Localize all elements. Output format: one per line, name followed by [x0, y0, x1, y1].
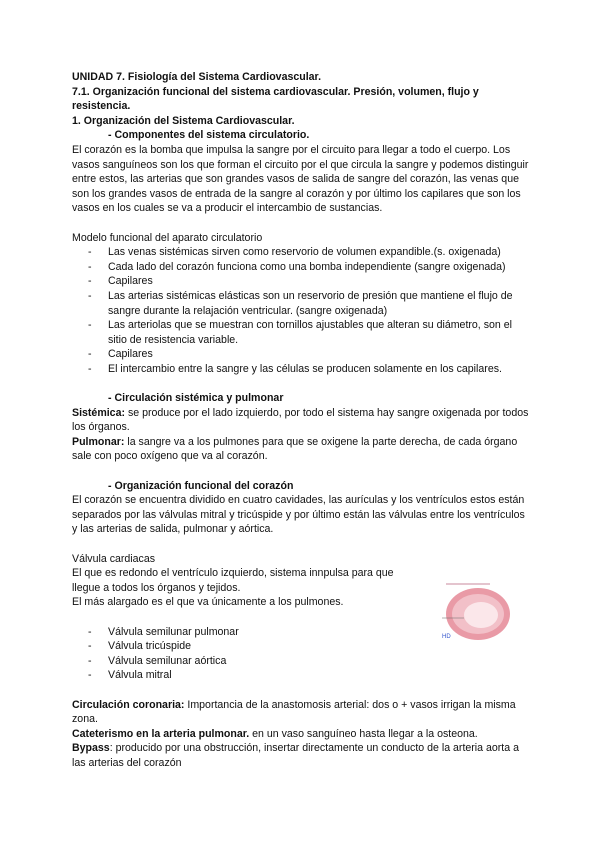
list-item: - Cada lado del corazón funciona como una bomba independiente (sangre oxigenada)	[72, 260, 532, 275]
components-heading: - Componentes del sistema circulatorio.	[108, 129, 310, 142]
systemic-text: se produce por el lado izquierdo, por todo el sistema hay sangre oxigenada por todos los órganos.	[72, 406, 529, 434]
coronary-text: Importancia de la anastomosis arterial: dos o + vasos irrigan la misma zona.	[72, 698, 516, 726]
valve-paragraph-2: El más alargado es el que va únicamente a los pulmones.	[72, 596, 344, 609]
section-heading: 1. Organización del Sistema Cardiovascular.	[72, 114, 295, 127]
heart-organization-paragraph: El corazón se encuentra dividido en cuatro cavidades, las aurículas y los ventrículos estos están separados por las válvulas mitral y tricúspide y por último están las válvulas entre los ventrículos y las arterias de salida, pulmonar y aórtica.	[72, 494, 525, 536]
list-item: - El intercambio entre la sangre y las células se producen solamente en los capilares.	[72, 362, 532, 377]
list-item: - Válvula semilunar aórtica	[72, 654, 532, 669]
figure-caption: HD	[442, 634, 451, 640]
list-item: - Las arteriolas que se muestran con tornillos ajustables que alteran su diámetro, son el sitio de resistencia variable.	[72, 318, 532, 347]
systemic-label: Sistémica:	[72, 406, 125, 419]
model-list	[72, 245, 532, 376]
pulmonary-text: la sangre va a los pulmones para que se oxigene la parte derecha, de cada órgano sale con poco oxígeno que va al corazón.	[72, 435, 518, 463]
valve-paragraph-1: El que es redondo el ventrículo izquierdo, sistema innpulsa para que llegue a todos los órganos y tejidos.	[72, 567, 394, 594]
list-item: - Válvula semilunar pulmonar	[72, 625, 532, 640]
bypass-text: : producido por una obstrucción, insertar directamente un conducto de la arteria aorta a las arterias del corazón	[72, 742, 519, 769]
heart-cross-section-icon	[440, 580, 512, 644]
circulation-heading: - Circulación sistémica y pulmonar	[108, 392, 284, 405]
valve-title: Válvula cardiacas	[72, 552, 156, 565]
list-item: - Capilares	[72, 347, 532, 362]
bypass-paragraph	[72, 741, 532, 770]
list-item: - Capilares	[72, 274, 532, 289]
pulmonary-paragraph	[72, 435, 532, 464]
coronary-label: Circulación coronaria:	[72, 698, 185, 711]
heart-organization-heading: - Organización funcional del corazón	[108, 479, 294, 492]
list-item: - Válvula mitral	[72, 668, 532, 683]
ventricle-lumen	[464, 602, 498, 628]
unit-title: UNIDAD 7. Fisiología del Sistema Cardiovascular.	[72, 71, 322, 83]
coronary-paragraph	[72, 698, 532, 727]
list-item: - Las venas sistémicas sirven como reservorio de volumen expandible.(s. oxigenada)	[72, 245, 532, 260]
components-paragraph: El corazón es la bomba que impulsa la sangre por el circuito para llegar a todo el cuerpo. Los vasos sanguíneos son los que forman el circuito por el que circula la sangre y podemos distinguir entre estos, las arterias que son grandes vasos de salida de sangre del corazón, las venas que son los grandes vasos de entrada de la sangre al corazón y por último los capilares que son los vasos en los cuales se va a producir el intercambio de sustancias.	[72, 143, 529, 215]
catheter-label: Cateterismo en la arteria pulmonar.	[72, 727, 250, 740]
pulmonary-label: Pulmonar:	[72, 435, 125, 448]
subtitle: 7.1. Organización funcional del sistema cardiovascular. Presión, volumen, flujo y resistencia.	[72, 85, 479, 113]
catheter-text: en un vaso sanguíneo hasta llegar a la osteona.	[249, 727, 478, 740]
heart-histology-image	[440, 580, 512, 644]
list-item: - Las arterias sistémicas elásticas son un reservorio de presión que mantiene el flujo de sangre durante la relajación ventricular. (sangre oxigenada)	[72, 289, 532, 318]
systemic-paragraph	[72, 406, 532, 435]
catheter-paragraph	[72, 727, 532, 742]
model-title: Modelo funcional del aparato circulatorio	[72, 231, 263, 244]
bypass-label: Bypass	[72, 742, 110, 755]
document-body	[72, 70, 532, 771]
list-item: - Válvula tricúspide	[72, 639, 532, 654]
